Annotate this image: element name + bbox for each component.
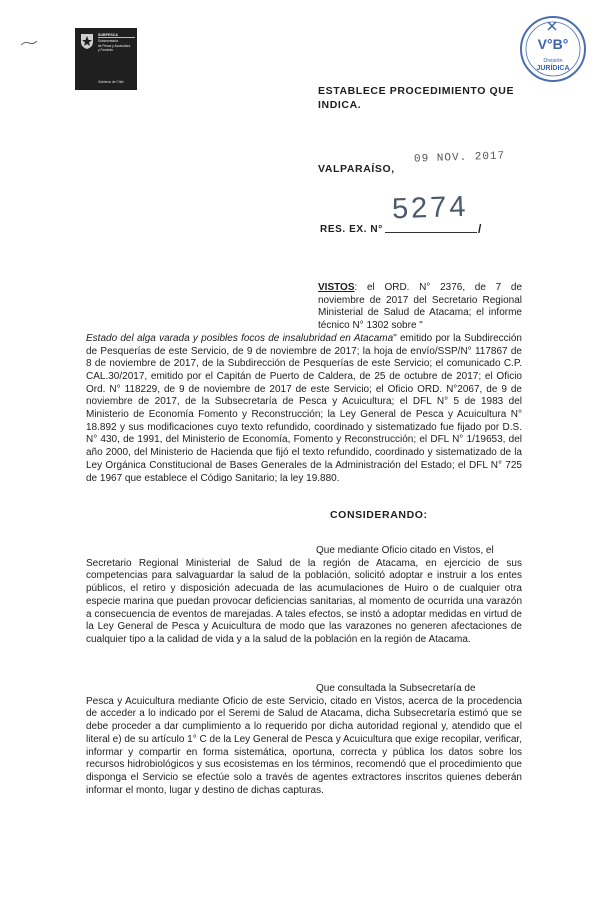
vistos-label: VISTOS [318,282,355,293]
paragraph-lead: Que mediante Oficio citado en Vistos, el [316,545,494,556]
institution-logo [75,28,137,90]
considerando-heading: CONSIDERANDO: [330,509,428,521]
logo-line: y Fomento [98,48,114,53]
approval-stamp [518,14,588,84]
logo-header: SUBPESCA [98,33,135,38]
logo-line: Subsecretaría [98,39,118,44]
vistos-italic-title: Estado del alga varada y posibles focos de insalubridad en Atacama [86,332,394,344]
paragraph-body: Secretario Regional Ministerial de Salud de la región de Atacama, en ejercicio de sus competencias para salvaguardar la salud de la población, solicitó adoptar e instruir a los entes públicos, el retiro y disposición adecuada de las acumulaciones de Huiro o de cualquier otra especie marina que puedan provocar deficiencias sanitarias, al momento de ocurrida una varazón a consecuencia de eventos de marejadas. A tales efectos, se instó a adoptar medidas en virtud de la Ley General de Pesca y Acuicultura de modo que las varazones no generen afectaciones de cualquier tipo a la calidad de vida y a la salud de la población en la región de Atacama. [86,557,522,645]
title-line: INDICA. [318,99,362,111]
logo-footer: Gobierno de Chile [98,80,124,84]
stamp-dept-2: JURÍDICA [536,65,570,72]
vistos-text-1: : el ORD. N° 2376, de 7 de noviembre de 2017 del Secretario Regional Ministerial de Salud de Atacama; el informe técnico N° 1302 sobre " [318,282,522,332]
considerando-paragraph-2 [86,683,522,797]
title-line: ESTABLECE PROCEDIMIENTO QUE [318,85,515,97]
stamp-vobo: V°B° [537,36,569,52]
date-stamp: 09 NOV. 2017 [413,150,506,166]
resolution-underline [385,232,477,233]
logo-text [98,33,135,53]
vistos-text-2: " emitido por la Subdirección de Pesquerías de este Servicio, de 9 de noviembre de 2017; la hoja de envío/SSP/N° 117867 de 8 de noviembre de 2017, de la Subdirección de Pesquerías de este Servicio; el comunicado C.P. CAL.30/2017, emitido por el Capitán de Puerto de Caldera, de 25 de octubre de 2017; el Oficio Ord. N° 118229, de 9 de noviembre de 2017 de este Servicio; el Oficio ORD. N°2067, de 9 de noviembre de 2017, de la Subsecretaría de Pesca y Acuicultura; el DFL N° 5 de 1983 del Ministerio de Economía Fomento y Reconstrucción; la Ley General de Pesca y Acuicultura N° 18.892 y sus modificaciones cuyo texto refundido, coordinado y sistematizado fue fijado por D.S. N° 430, de 1991, del Ministerio de Economía, Fomento y Reconstrucción; el DFL N° 1/19653, del año 2000, del Ministerio de Hacienda que fijó el texto refundido, coordinado y sistematizado de la Ley Orgánica Constitucional de Bases Generales de la Administración del Estado; el DFL N° 725 de 1967 que establece el Código Sanitario; la ley 19.880. [86,332,522,484]
resolution-slash: / [478,222,482,236]
paragraph-body: Pesca y Acuicultura mediante Oficio de este Servicio, citado en Vistos, acerca de la procedencia de acceder a lo indicado por el Seremi de Salud de Atacama, dicha Subsecretaría estimó que se debe proceder a dar cumplimiento a lo requerido por dicha autoridad regional y, atendido que el literal e) de su artículo 1° C de la Ley General de Pesca y Acuicultura que exige recopilar, verificar, informar y compartir en forma sistemática, oportuna, correcta y pública los datos sobre los recursos hidrobiológicos y sus ecosistemas en los términos, recomendó que el procedimiento que disponga el Servicio se efectúe solo a través de agentes extractores inscritos quienes deberán informar el monto, lugar y destino de dichas capturas. [86,695,522,796]
coat-of-arms-icon [79,32,95,50]
vistos-paragraph [86,282,522,485]
resolution-number: 5274 [391,190,470,226]
stamp-signature-mark [548,22,556,30]
considerando-paragraph-1 [86,545,522,647]
logo-line: de Pesca y Acuicultura [98,43,131,48]
stamp-dept-1: División [543,58,563,64]
document-title [318,84,514,112]
paragraph-lead: Que consultada la Subsecretaría de [316,683,476,694]
scribble-mark [20,34,38,42]
resolution-label: RES. EX. N° [320,224,383,235]
place-label: VALPARAÍSO, [318,163,395,175]
